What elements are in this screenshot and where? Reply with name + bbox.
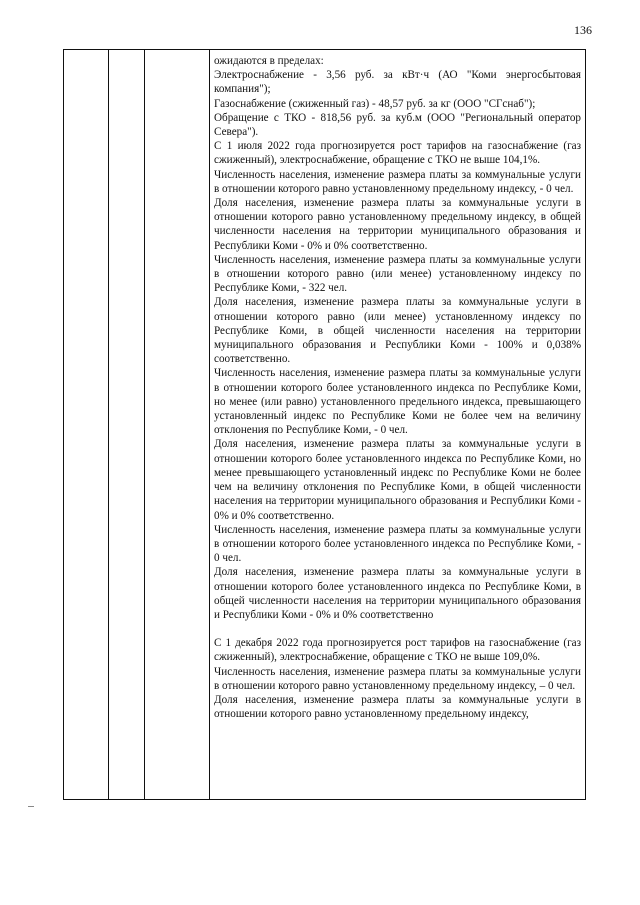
paragraph: Доля населения, изменение размера платы за коммунальные услуги в отношении которого более установленного индекса по Республике Коми, в общей численности населения на территории муниципального образования и Республики Коми - 0% и 0% соответственно — [214, 566, 581, 621]
paragraph-gap — [214, 622, 581, 636]
paragraph: Численность населения, изменение размера платы за коммунальные услуги в отношении которого более установленного индекса по Республике Коми, - 0 чел. — [214, 523, 581, 565]
paragraph: Доля населения, изменение размера платы за коммунальные услуги в отношении которого равно (или менее) установленному индексу по Республике Коми, в общей численности населения на территории муниципального образования и Республики Коми - 100% и 0,038% соответственно. — [214, 296, 581, 366]
document-table — [63, 49, 586, 800]
page-number: 136 — [574, 23, 592, 37]
paragraph: Обращение с ТКО - 818,56 руб. за куб.м (ООО "Региональный оператор Севера"). — [214, 111, 581, 139]
table-cell-text — [214, 54, 581, 721]
table-column-divider-1 — [108, 50, 109, 799]
paragraph: Численность населения, изменение размера платы за коммунальные услуги в отношении которого равно установленному предельному индексу, - 0 чел. — [214, 168, 581, 195]
table-column-divider-2 — [144, 50, 145, 799]
paragraph: Доля населения, изменение размера платы за коммунальные услуги в отношении которого равно установленному предельному индексу, в общей численности населения на территории муниципального образования и Республики Коми - 0% и 0% соответственно. — [214, 197, 581, 252]
paragraph: Численность населения, изменение размера платы за коммунальные услуги в отношении которого равно (или менее) установленному индексу по Республике Коми, - 322 чел. — [214, 253, 581, 295]
table-column-divider-3 — [209, 50, 210, 799]
paragraph: Доля населения, изменение размера платы за коммунальные услуги в отношении которого равно установленному предельному индексу, — [214, 693, 581, 721]
paragraph: С 1 декабря 2022 года прогнозируется рост тарифов на газоснабжение (газ сжиженный), электроснабжение, обращение с ТКО не выше 109,0%. — [214, 637, 581, 664]
paragraph: Численность населения, изменение размера платы за коммунальные услуги в отношении которого равно установленному предельному индексу, – 0 чел. — [214, 665, 581, 692]
margin-mark — [28, 806, 34, 807]
paragraph: ожидаются в пределах: — [214, 55, 324, 67]
paragraph: Газоснабжение (сжиженный газ) - 48,57 руб. за кг (ООО "СГснаб"); — [214, 97, 536, 110]
paragraph: Численность населения, изменение размера платы за коммунальные услуги в отношении которого более установленного индекса по Республике Коми, но менее (или равно) установленного предельного индекса, превышающего установленный индекс по Республике Коми не более чем на величину отклонения по Республике Коми, - 0 чел. — [214, 367, 581, 437]
paragraph: Электроснабжение - 3,56 руб. за кВт·ч (АО "Коми энергосбытовая компания"); — [214, 69, 581, 96]
paragraph: Доля населения, изменение размера платы за коммунальные услуги в отношении которого более установленного индекса по Республике Коми, но менее превышающего установленный индекс по Республике Коми не более чем на величину отклонения по Республике Коми, в общей численности населения на территории муниципального образования и Республики Коми - 0% и 0% соответственно. — [214, 438, 581, 522]
paragraph: С 1 июля 2022 года прогнозируется рост тарифов на газоснабжение (газ сжиженный), электроснабжение, обращение с ТКО не выше 104,1%. — [214, 140, 581, 167]
